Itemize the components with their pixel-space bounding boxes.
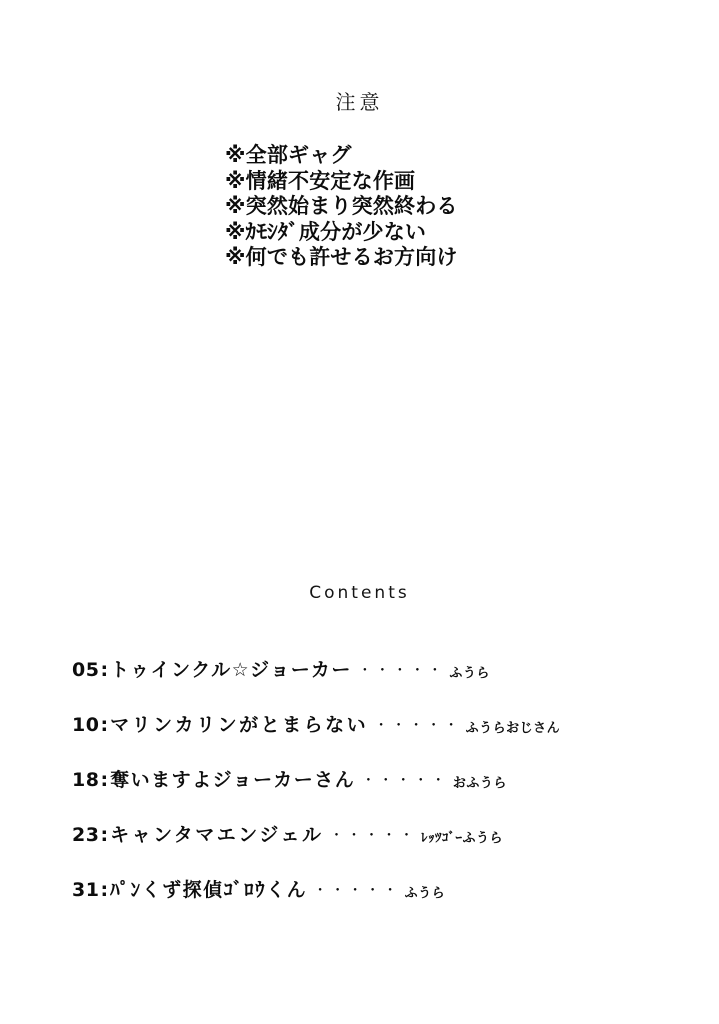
- toc-leader-dots: ・・・・・: [374, 718, 462, 734]
- toc-title: 奪いますよジョーカーさん: [110, 769, 356, 791]
- list-item: [72, 710, 672, 765]
- contents-title: Contents: [309, 583, 410, 603]
- toc-separator: :: [100, 714, 109, 736]
- toc-page-number: 10: [72, 714, 100, 736]
- toc-title: トゥインクル☆ジョーカー: [110, 659, 352, 681]
- toc-author: ふうら: [404, 886, 446, 901]
- toc-title: マリンカリンがとまらない: [110, 714, 369, 736]
- toc-leader-dots: ・・・・・: [329, 828, 417, 844]
- toc-separator: :: [100, 879, 109, 901]
- notice-item: ※ｶﾓｼﾀﾞ成分が少ない: [225, 219, 427, 244]
- toc-separator: :: [100, 769, 109, 791]
- table-of-contents: [72, 655, 672, 930]
- toc-author: ふうら: [449, 666, 490, 681]
- list-item: [72, 655, 672, 710]
- notice-list: [225, 143, 645, 271]
- toc-page-number: 18: [72, 769, 100, 791]
- toc-leader-dots: ・・・・・: [313, 883, 401, 899]
- toc-author: おふうら: [452, 776, 507, 791]
- notice-heading: 注意: [335, 90, 384, 114]
- toc-author: ふうらおじさん: [465, 721, 561, 736]
- toc-leader-dots: ・・・・・: [357, 663, 446, 679]
- toc-author: ﾚｯﾂｺﾞｰふうら: [420, 831, 503, 846]
- list-item: [72, 820, 672, 875]
- toc-separator: :: [100, 659, 109, 681]
- toc-page-number: 05: [72, 659, 100, 681]
- list-item: [72, 765, 672, 820]
- notice-item: ※何でも許せるお方向け: [225, 245, 458, 269]
- notice-item: ※突然始まり突然終わる: [225, 194, 458, 218]
- toc-title: キャンタマエンジェル: [110, 824, 324, 846]
- toc-page-number: 31: [72, 879, 100, 901]
- toc-title: ﾊﾟﾝくず探偵ｺﾞﾛｳくん: [110, 879, 308, 901]
- notice-item: ※情緒不安定な作画: [225, 168, 416, 193]
- list-item: [72, 875, 672, 930]
- notice-item: ※全部ギャグ: [225, 143, 352, 167]
- toc-separator: :: [100, 824, 109, 846]
- toc-leader-dots: ・・・・・: [361, 773, 449, 789]
- toc-page-number: 23: [72, 824, 100, 846]
